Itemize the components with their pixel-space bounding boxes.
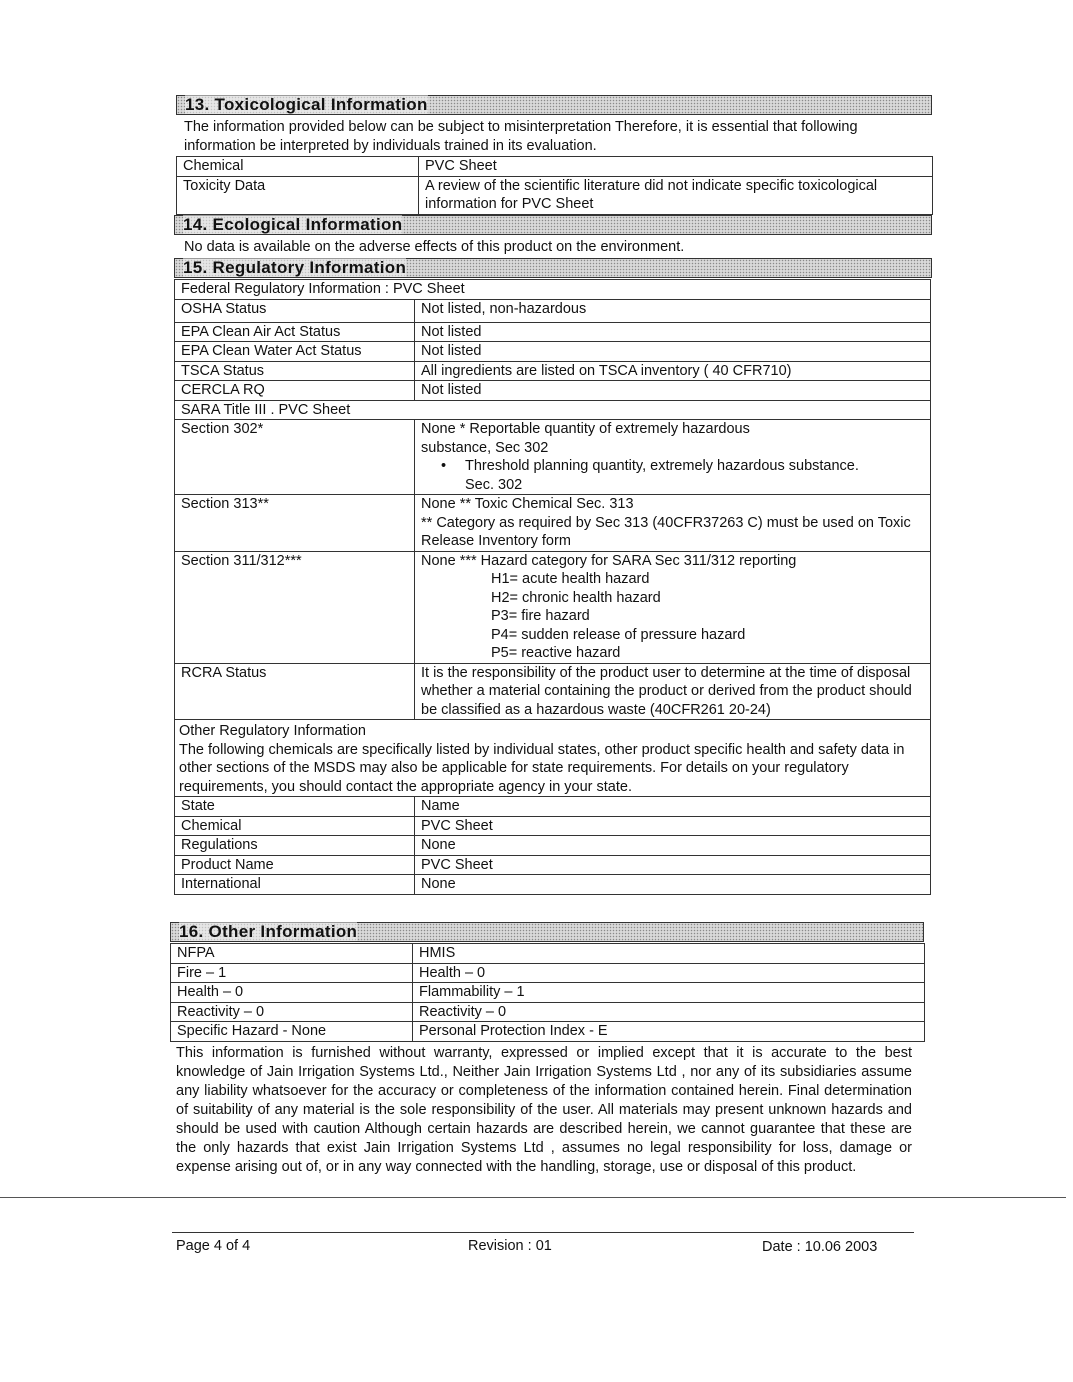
hazard-item: P3= fire hazard [491,608,590,624]
cell-value: Not listed, non-hazardous [415,299,931,322]
table-row [175,280,931,300]
sec302-text: None * Reportable quantity of extremely hazardous substance, Sec 302 [421,421,750,456]
cell-label: Fire – 1 [171,963,413,983]
cell-label: Chemical [175,816,415,836]
section-14-header [174,215,932,235]
cell-label: Toxicity Data [177,176,419,214]
cell-value: Personal Protection Index - E [413,1022,925,1042]
other-regulatory-text: The following chemicals are specifically listed by individual states, other product specific health and safety data in other sections of the MSDS may also be applicable for state requirements. For details on your regulatory requirements, you should contact the appropriate agency in your state. [179,741,905,795]
section-15-header [174,258,932,278]
cell-value [415,551,931,663]
section-13-intro: The information provided below can be subject to misinterpretation Therefore, it is essential that following information be interpreted by individuals trained in its evaluation. [184,119,858,154]
cell-value: Not listed [415,342,931,362]
hazard-item: H1= acute health hazard [491,571,650,587]
cell-value: All ingredients are listed on TSCA inventory ( 40 CFR710) [415,361,931,381]
federal-info: Federal Regulatory Information : PVC Sheet [175,280,931,300]
cell-label: Section 313** [175,495,415,552]
cell-value: HMIS [413,944,925,964]
cell-value: Not listed [415,322,931,342]
cell-label: Specific Hazard - None [171,1022,413,1042]
section-15-title: 15. Regulatory Information [183,258,407,277]
cell-label: Section 311/312*** [175,551,415,663]
cell-value: PVC Sheet [415,816,931,836]
table-row [175,720,931,797]
footer-date: Date : 10.06 2003 [762,1239,878,1255]
other-info-table [170,943,925,1042]
section-16-title: 16. Other Information [179,922,358,941]
cell-value: Health – 0 [413,963,925,983]
table-row [171,944,925,964]
cell-label: EPA Clean Air Act Status [175,322,415,342]
table-row [175,551,931,663]
disclaimer: This information is furnished without warranty, expressed or implied except that it is accurate to the best knowledge of Jain Irrigation Systems Ltd., Neither Jain Irrigation Systems Ltd , nor any of its subsidiaries assume any liability whatsoever for the accuracy or completeness of the information contained herein. Final determination of suitability of any material is the sole responsibility of the user. All materials may present unknown hazards and should be used with caution Although certain hazards are described herein, we cannot guarantee that these are the only hazards that exist Jain Irrigation Systems Ltd , assumes no legal responsibility for loss, damage or expense arising out of, or in any way connected with the handling, storage, use or disposal of this product. [176,1045,912,1175]
cell-label: CERCLA RQ [175,381,415,401]
section-16-header [170,922,924,942]
table-row [175,420,931,495]
table-row [177,157,933,177]
table-row [175,322,931,342]
table-row [171,1022,925,1042]
cell-value: Not listed [415,381,931,401]
cell-value: It is the responsibility of the product user to determine at the time of disposal whether a material containing the product or derived from the product should be classified as a hazardous waste (40CFR261 20-24) [415,663,931,720]
sec313-text-2: ** Category as required by Sec 313 (40CFR37263 C) must be used on Toxic Release Inventory form [421,514,911,549]
cell-label: OSHA Status [175,299,415,322]
table-row [175,361,931,381]
table-row [171,983,925,1003]
hazard-item: P4= sudden release of pressure hazard [491,626,746,643]
cell-value: PVC Sheet [419,157,933,177]
cell-value: Flammability – 1 [413,983,925,1003]
cell-label: State [175,797,415,817]
cell-label: Reactivity – 0 [171,1002,413,1022]
regulatory-table [174,279,931,895]
page-divider [0,1197,1066,1198]
footer-revision: Revision : 01 [468,1238,552,1254]
table-row [175,400,931,420]
table-row [175,381,931,401]
table-row [175,816,931,836]
sec313-text-1: None ** Toxic Chemical Sec. 313 [421,496,634,512]
sec302-bullet: • Threshold planning quantity, extremely hazardous substance. Sec. 302 [421,457,865,494]
cell-value: PVC Sheet [415,855,931,875]
other-regulatory-title: Other Regulatory Information [179,723,366,739]
cell-value: Reactivity – 0 [413,1002,925,1022]
sec311-text: None *** Hazard category for SARA Sec 311/312 reporting [421,552,797,569]
cell-label: Health – 0 [171,983,413,1003]
table-row [175,797,931,817]
table-row [175,299,931,322]
cell-label: NFPA [171,944,413,964]
sara-title: SARA Title III . PVC Sheet [175,400,931,420]
cell-value: None [415,875,931,895]
cell-value: Name [415,797,931,817]
table-row [175,836,931,856]
table-row [175,342,931,362]
cell-label: TSCA Status [175,361,415,381]
section-14-title: 14. Ecological Information [183,215,403,234]
footer-page: Page 4 of 4 [176,1238,251,1254]
cell-value: None [415,836,931,856]
section-13-title: 13. Toxicological Information [185,95,428,114]
other-regulatory [175,720,931,797]
hazard-item: P5= reactive hazard [491,645,621,661]
table-row [175,875,931,895]
table-row [175,663,931,720]
cell-label: Regulations [175,836,415,856]
section-14-text: No data is available on the adverse effects of this product on the environment. [184,239,685,255]
toxicology-table [176,156,933,215]
table-row [175,495,931,552]
cell-label: International [175,875,415,895]
table-row [175,855,931,875]
cell-value [415,495,931,552]
table-row [171,963,925,983]
cell-label: Section 302* [175,420,415,495]
table-row [171,1002,925,1022]
cell-label: Product Name [175,855,415,875]
cell-label: EPA Clean Water Act Status [175,342,415,362]
cell-label: RCRA Status [175,663,415,720]
cell-value [415,420,931,495]
footer-rule [172,1232,914,1233]
cell-label: Chemical [177,157,419,177]
table-row [177,176,933,214]
section-13-header [176,95,932,115]
cell-value: A review of the scientific literature did not indicate specific toxicological information for PVC Sheet [419,176,933,214]
hazard-item: H2= chronic health hazard [491,589,661,606]
